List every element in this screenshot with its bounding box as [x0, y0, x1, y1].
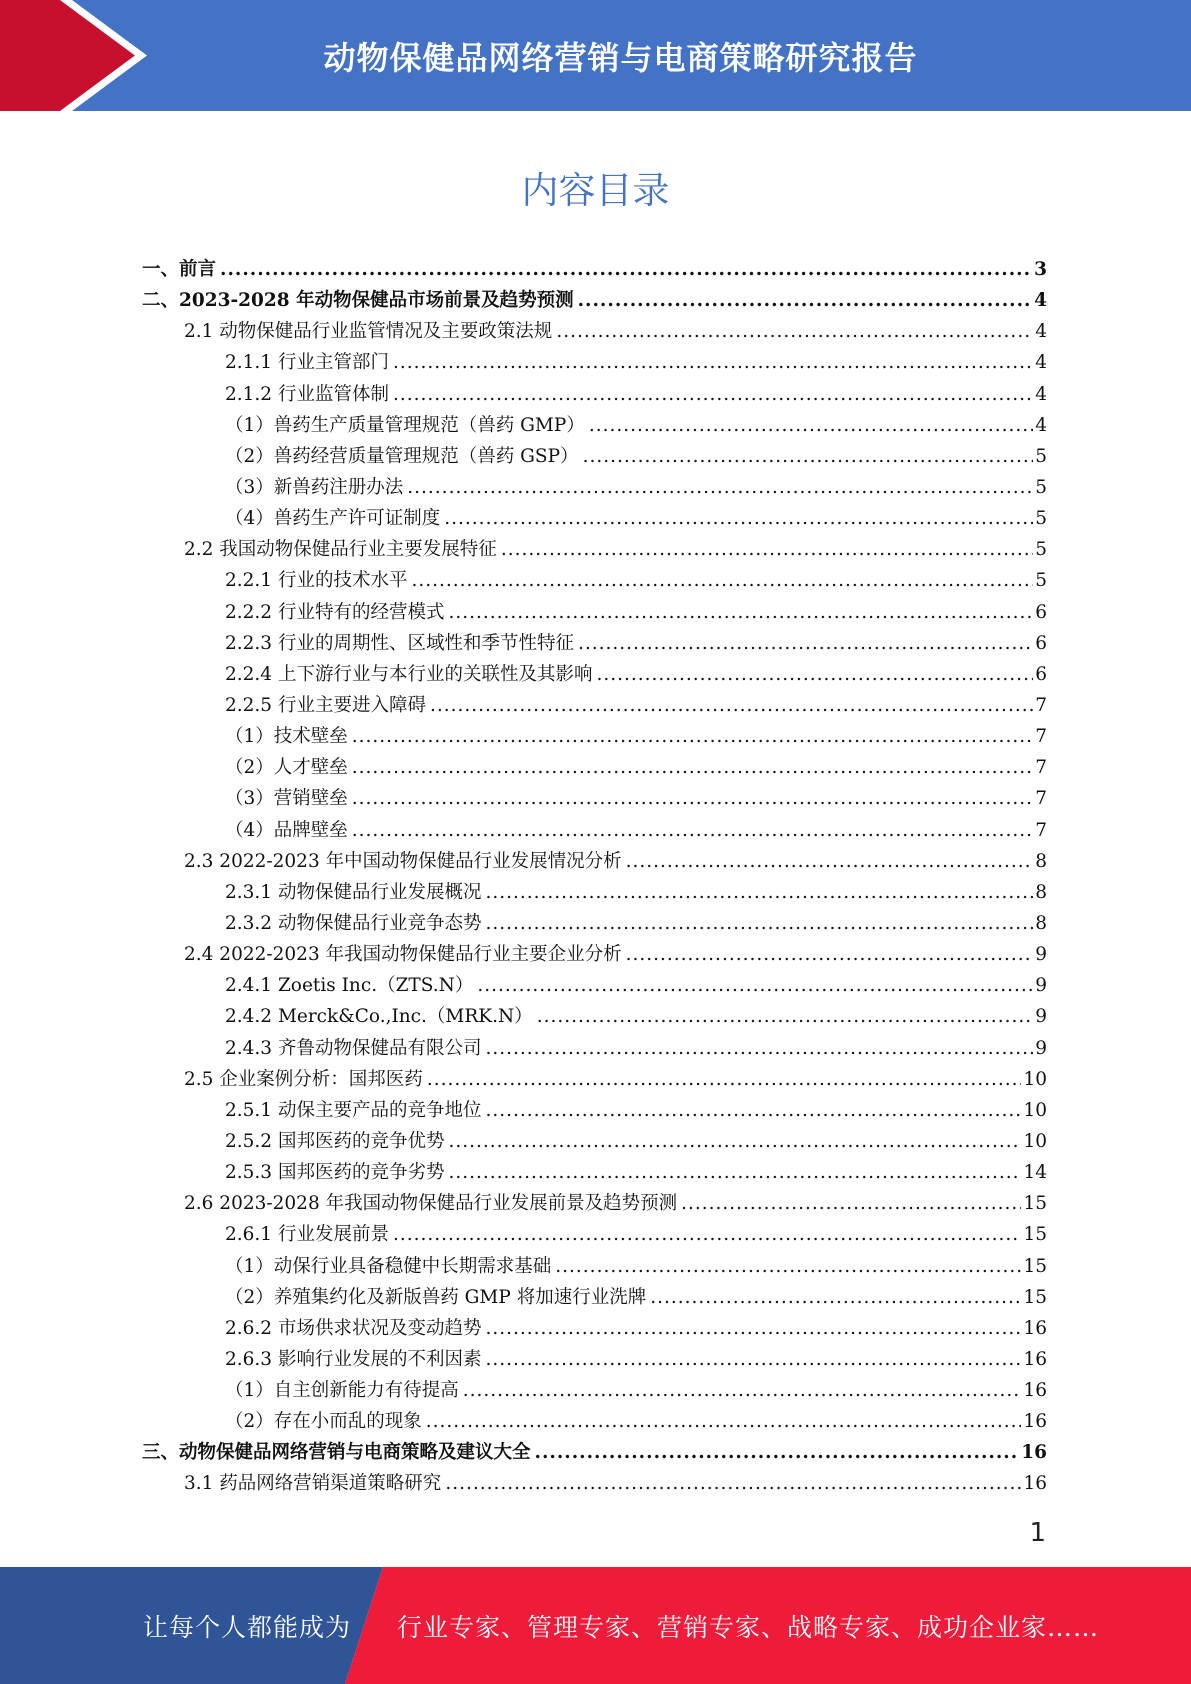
toc-entry-page: 9	[1035, 1037, 1047, 1059]
toc-dot-leader	[393, 347, 1033, 378]
toc-entry-page: 10	[1023, 1099, 1047, 1121]
toc-dot-leader	[407, 472, 1033, 503]
toc-entry[interactable]	[142, 1406, 1047, 1437]
toc-entry[interactable]	[142, 1437, 1047, 1468]
toc-dot-leader	[463, 1375, 1022, 1406]
toc-dot-leader	[650, 1282, 1021, 1313]
toc-entry[interactable]	[142, 1282, 1047, 1313]
toc-dot-leader	[589, 410, 1033, 441]
toc-entry-page: 16	[1023, 1380, 1047, 1402]
toc-entry[interactable]	[142, 908, 1047, 939]
toc-dot-leader	[556, 316, 1033, 347]
toc-entry-page: 4	[1034, 290, 1047, 312]
footer-slogan-right: 行业专家、管理专家、营销专家、战略专家、成功企业家……	[397, 1612, 1100, 1642]
toc-entry-label: 2.4.1 Zoetis Inc.（ZTS.N）	[225, 975, 474, 997]
toc-entry-label: 2.6.2 市场供求状况及变动趋势	[225, 1317, 482, 1339]
table-of-contents	[142, 254, 1047, 1500]
toc-entry-label: （4）品牌壁垒	[225, 819, 348, 841]
toc-entry-label: （2）存在小而乱的现象	[225, 1411, 422, 1433]
report-title: 动物保健品网络营销与电商策略研究报告	[323, 38, 918, 77]
toc-entry-label: （4）兽药生产许可证制度	[225, 508, 441, 530]
toc-entry-page: 16	[1023, 1348, 1047, 1370]
toc-dot-leader	[444, 503, 1033, 534]
toc-dot-leader	[427, 1064, 1022, 1095]
toc-entry-page: 7	[1035, 788, 1047, 810]
toc-entry[interactable]	[142, 690, 1047, 721]
toc-entry-page: 10	[1023, 1068, 1047, 1090]
toc-dot-leader	[448, 597, 1033, 628]
toc-entry-label: 2.2.5 行业主要进入障碍	[225, 694, 426, 716]
toc-entry-label: 2.5.1 动保主要产品的竞争地位	[225, 1099, 482, 1121]
toc-entry[interactable]	[142, 1188, 1047, 1219]
toc-entry-label: 2.2.4 上下游行业与本行业的关联性及其影响	[225, 663, 593, 685]
toc-entry-label: （1）自主创新能力有待提高	[225, 1380, 459, 1402]
toc-dot-leader	[426, 1406, 1022, 1437]
toc-entry[interactable]	[142, 503, 1047, 534]
page-number: 1	[1029, 1518, 1046, 1548]
toc-entry[interactable]	[142, 1219, 1047, 1250]
toc-dot-leader	[578, 285, 1033, 316]
toc-entry-page: 16	[1021, 1442, 1047, 1464]
toc-dot-leader	[393, 1219, 1021, 1250]
toc-dot-leader	[485, 877, 1033, 908]
toc-dot-leader	[626, 939, 1034, 970]
toc-entry-page: 10	[1023, 1130, 1047, 1152]
toc-dot-leader	[352, 783, 1033, 814]
toc-entry-page: 15	[1023, 1286, 1047, 1308]
toc-entry[interactable]	[142, 565, 1047, 596]
toc-dot-leader	[393, 379, 1033, 410]
toc-entry-label: 2.2.3 行业的周期性、区域性和季节性特征	[225, 632, 574, 654]
toc-dot-leader	[220, 254, 1032, 285]
toc-entry-page: 9	[1035, 975, 1047, 997]
toc-entry[interactable]	[142, 970, 1047, 1001]
toc-entry-page: 15	[1023, 1255, 1047, 1277]
toc-entry-page: 3	[1034, 259, 1047, 280]
toc-dot-leader	[537, 1001, 1034, 1032]
toc-entry-page: 5	[1035, 445, 1047, 467]
toc-dot-leader	[485, 1033, 1033, 1064]
toc-entry-label: 2.4.2 Merck&Co.,Inc.（MRK.N）	[225, 1006, 533, 1028]
toc-entry[interactable]	[142, 721, 1047, 752]
toc-entry[interactable]	[142, 1157, 1047, 1188]
toc-entry-label: 2.5.3 国邦医药的竞争劣势	[225, 1162, 445, 1184]
toc-dot-leader	[485, 1313, 1021, 1344]
toc-entry-page: 4	[1035, 321, 1047, 343]
toc-entry-page: 4	[1035, 414, 1047, 436]
toc-entry-page: 7	[1035, 819, 1047, 841]
toc-entry-page: 7	[1035, 694, 1047, 716]
toc-entry-label: （2）养殖集约化及新版兽药 GMP 将加速行业洗牌	[225, 1286, 647, 1308]
toc-entry[interactable]	[142, 1126, 1047, 1157]
toc-dot-leader	[555, 1251, 1021, 1282]
toc-entry[interactable]	[142, 1375, 1047, 1406]
toc-entry-label: 2.1.1 行业主管部门	[225, 352, 389, 374]
footer-banner	[0, 1567, 1191, 1684]
toc-entry-label: 2.4 2022-2023 年我国动物保健品行业主要企业分析	[184, 944, 622, 966]
toc-entry-page: 5	[1035, 570, 1047, 592]
toc-entry-label: 2.6.3 影响行业发展的不利因素	[225, 1348, 482, 1370]
toc-entry-label: （1）技术壁垒	[225, 726, 348, 748]
toc-entry[interactable]	[142, 441, 1047, 472]
toc-entry-label: 2.5 企业案例分析：国邦医药	[184, 1068, 423, 1090]
toc-entry[interactable]	[142, 1313, 1047, 1344]
toc-entry-page: 7	[1035, 757, 1047, 779]
toc-entry-label: 2.2 我国动物保健品行业主要发展特征	[184, 539, 497, 561]
toc-entry-label: 2.6.1 行业发展前景	[225, 1224, 389, 1246]
toc-entry-page: 8	[1035, 881, 1047, 903]
toc-dot-leader	[485, 908, 1033, 939]
toc-entry-label: 2.2.1 行业的技术水平	[225, 570, 408, 592]
toc-entry-page: 6	[1035, 663, 1047, 685]
toc-dot-leader	[352, 815, 1033, 846]
toc-dot-leader	[596, 659, 1033, 690]
toc-entry-label: （3）新兽药注册办法	[225, 476, 404, 498]
toc-dot-leader	[626, 846, 1034, 877]
toc-entry[interactable]	[142, 783, 1047, 814]
toc-entry[interactable]	[142, 877, 1047, 908]
toc-dot-leader	[352, 721, 1033, 752]
toc-dot-leader	[411, 565, 1033, 596]
toc-dot-leader	[485, 1344, 1021, 1375]
toc-entry[interactable]	[142, 1251, 1047, 1282]
toc-entry-page: 15	[1023, 1224, 1047, 1246]
toc-entry[interactable]	[142, 472, 1047, 503]
header-chevron-icon	[0, 0, 160, 111]
toc-entry-page: 4	[1035, 352, 1047, 374]
toc-entry-label: （1）动保行业具备稳健中长期需求基础	[225, 1255, 552, 1277]
toc-entry[interactable]	[142, 285, 1047, 316]
toc-entry-label: 2.3 2022-2023 年中国动物保健品行业发展情况分析	[184, 850, 622, 872]
toc-entry-label: 2.5.2 国邦医药的竞争优势	[225, 1130, 445, 1152]
toc-entry[interactable]	[142, 316, 1047, 347]
toc-entry[interactable]	[142, 1033, 1047, 1064]
toc-dot-leader	[583, 441, 1034, 472]
toc-entry-page: 5	[1035, 508, 1047, 530]
toc-entry-label: 2.6 2023-2028 年我国动物保健品行业发展前景及趋势预测	[184, 1193, 678, 1215]
toc-dot-leader	[535, 1437, 1020, 1468]
toc-entry-page: 16	[1023, 1411, 1047, 1433]
toc-entry[interactable]	[142, 1095, 1047, 1126]
toc-entry-page: 5	[1035, 476, 1047, 498]
toc-entry-page: 8	[1035, 912, 1047, 934]
toc-dot-leader	[681, 1188, 1021, 1219]
toc-entry-page: 6	[1035, 632, 1047, 654]
toc-entry-page: 7	[1035, 726, 1047, 748]
toc-entry-page: 6	[1035, 601, 1047, 623]
footer-slogan-left: 让每个人都能成为	[143, 1612, 352, 1642]
toc-dot-leader	[352, 752, 1033, 783]
toc-entry-page: 5	[1035, 539, 1047, 561]
toc-entry-label: 2.3.2 动物保健品行业竞争态势	[225, 912, 482, 934]
toc-entry[interactable]	[142, 410, 1047, 441]
toc-dot-leader	[477, 970, 1033, 1001]
toc-entry-label: 2.4.3 齐鲁动物保健品有限公司	[225, 1037, 482, 1059]
toc-entry-page: 16	[1023, 1473, 1047, 1495]
header-band	[0, 0, 1191, 111]
toc-entry[interactable]	[142, 1064, 1047, 1095]
toc-dot-leader	[445, 1468, 1021, 1499]
toc-entry-page: 9	[1035, 1006, 1047, 1028]
toc-entry[interactable]	[142, 846, 1047, 877]
toc-entry-page: 14	[1023, 1162, 1047, 1184]
toc-entry[interactable]	[142, 347, 1047, 378]
toc-entry[interactable]	[142, 1001, 1047, 1032]
toc-heading: 内容目录	[521, 169, 670, 212]
toc-entry[interactable]	[142, 659, 1047, 690]
toc-entry-label: （2）人才壁垒	[225, 757, 348, 779]
toc-entry[interactable]	[142, 939, 1047, 970]
toc-entry-label: 三、动物保健品网络营销与电商策略及建议大全	[142, 1442, 531, 1464]
toc-entry[interactable]	[142, 534, 1047, 565]
toc-entry-label: 2.1 动物保健品行业监管情况及主要政策法规	[184, 321, 553, 343]
toc-dot-leader	[448, 1157, 1021, 1188]
toc-entry-page: 4	[1035, 383, 1047, 405]
toc-entry-page: 15	[1023, 1193, 1047, 1215]
toc-entry-label: 二、2023-2028 年动物保健品市场前景及趋势预测	[142, 290, 574, 312]
toc-entry-label: 2.3.1 动物保健品行业发展概况	[225, 881, 482, 903]
toc-dot-leader	[578, 628, 1033, 659]
toc-entry-label: 一、前言	[142, 259, 217, 280]
toc-entry[interactable]	[142, 1468, 1047, 1499]
toc-entry[interactable]	[142, 254, 1047, 285]
toc-dot-leader	[485, 1095, 1021, 1126]
toc-entry-label: 2.1.2 行业监管体制	[225, 383, 389, 405]
toc-entry-page: 9	[1035, 944, 1047, 966]
toc-entry[interactable]	[142, 1344, 1047, 1375]
toc-entry[interactable]	[142, 752, 1047, 783]
toc-entry-label: （2）兽药经营质量管理规范（兽药 GSP）	[225, 445, 579, 467]
toc-entry-page: 8	[1035, 850, 1047, 872]
toc-entry-label: （1）兽药生产质量管理规范（兽药 GMP）	[225, 414, 585, 436]
toc-entry-label: 3.1 药品网络营销渠道策略研究	[184, 1473, 442, 1495]
toc-dot-leader	[501, 534, 1033, 565]
toc-entry-page: 16	[1023, 1317, 1047, 1339]
toc-dot-leader	[430, 690, 1033, 721]
toc-dot-leader	[448, 1126, 1021, 1157]
toc-entry-label: （3）营销壁垒	[225, 788, 348, 810]
toc-entry[interactable]	[142, 597, 1047, 628]
toc-entry[interactable]	[142, 628, 1047, 659]
toc-entry-label: 2.2.2 行业特有的经营模式	[225, 601, 445, 623]
toc-entry[interactable]	[142, 815, 1047, 846]
toc-entry[interactable]	[142, 379, 1047, 410]
